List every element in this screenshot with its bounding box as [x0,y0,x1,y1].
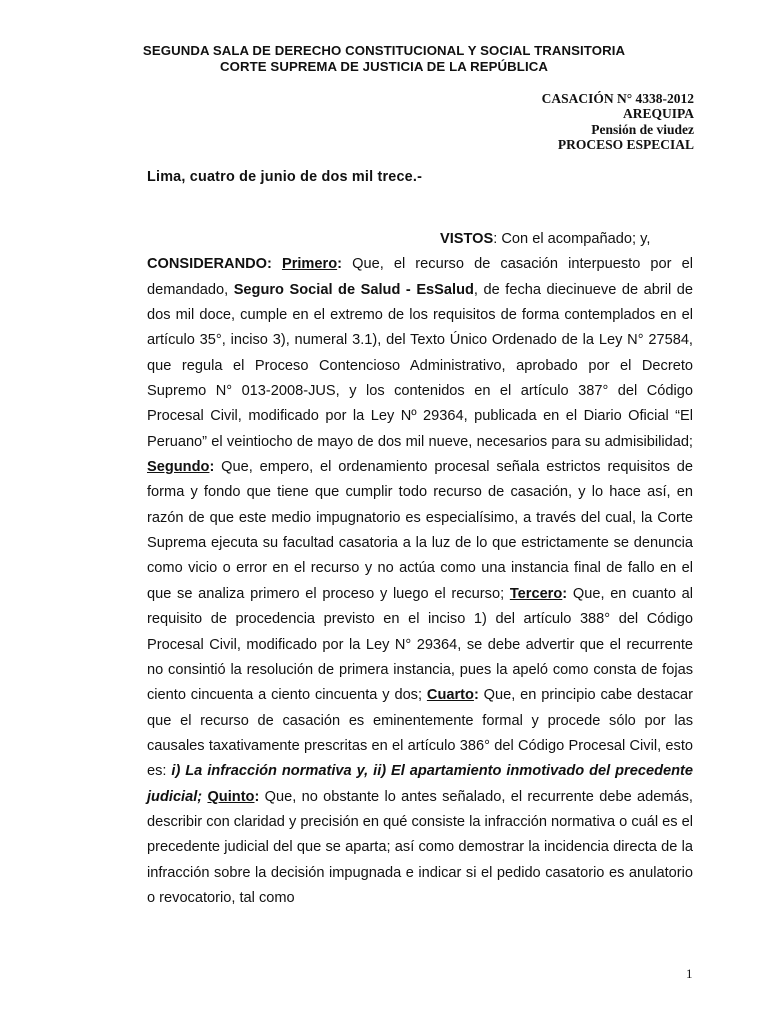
case-process: PROCESO ESPECIAL [557,137,694,152]
vistos-text: : Con el acompañado; y, [493,231,651,247]
cuarto-colon: : [473,687,479,704]
court-name-line-2: CORTE SUPREMA DE JUSTICIA DE LA REPÚBLICA [220,59,548,74]
quinto-colon: : [254,788,260,805]
segundo-colon: : [209,459,215,476]
vistos-paragraph [147,227,693,252]
case-number: CASACIÓN N° 4338-2012 [541,91,694,106]
segundo-label: Segundo [147,459,210,476]
quinto-label: Quinto [207,788,255,805]
party-name: Seguro Social de Salud - EsSalud [233,281,474,298]
causales-text: i) La infracción normativa y, ii) El apartamiento inmotivado del precedente judicial; [147,763,693,805]
vistos-label: VISTOS [440,231,494,247]
case-matter: Pensión de viudez [591,122,694,137]
dateline: Lima, cuatro de junio de dos mil trece.- [147,169,423,185]
tercero-text: Que, en cuanto al requisito de procedencia previsto en el inciso 1) del artículo 388° del Código Procesal Civil, modificado por la Ley N° 29364, se debe advertir que el recurrente no consintió la resolución de primera instancia, pues la apeló como consta de fojas ciento cincuenta a ciento cincuenta y dos; [147,585,693,704]
page-number: 1 [686,966,693,981]
tercero-label: Tercero [509,585,563,602]
cuarto-label: Cuarto [426,687,474,704]
quinto-text: Que, no obstante lo antes señalado, el recurrente debe además, describir con claridad y precisión en qué consiste la infracción normativa o cuál es el precedente judicial del que se aparta; así como demostrar la incidencia directa de la infracción sobre la decisión impugnada e indicar si el pedido casatorio es anulatorio o revocatorio, tal como [147,788,693,906]
considerando-label: CONSIDERANDO: [147,256,272,273]
tercero-colon: : [562,585,568,602]
cuarto-text: Que, en principio cabe destacar que el recurso de casación es eminentemente formal y procede sólo por las causales taxativamente prescritas en el artículo 386° del Código Procesal Civil, esto es: [147,687,693,780]
primero-text-2: , de fecha diecinueve de abril de dos mil doce, cumple en el extremo de los requisitos de forma contemplados en el artículo 35°, inciso 3), numeral 3.1), del Texto Único Ordenado de la Ley N° 27584, que regula el Proceso Contencioso Administrativo, aprobado por el Decreto Supremo N° 013-2008-JUS, y los contenidos en el artículo 387° del Código Procesal Civil, modificado por la Ley Nº 29364, publicada en el Diario Oficial “El Peruano” el veintiocho de mayo de dos mil nueve, necesarios para su admisibilidad; [147,281,694,450]
primero-label: Primero [281,256,338,273]
court-name-line-1: SEGUNDA SALA DE DERECHO CONSTITUCIONAL Y SOCIAL TRANSITORIA [142,43,626,58]
primero-text-1: Que, el recurso de casación interpuesto por el demandado, [147,256,693,298]
case-city: AREQUIPA [622,106,694,121]
resolution-body [147,227,693,911]
segundo-text: Que, empero, el ordenamiento procesal señala estrictos requisitos de forma y fondo que tiene que cumplir todo recurso de casación, y lo hace así, en razón de que este medio impugnatorio es especialísimo, a través del cual, la Corte Suprema ejecuta su facultad casatoria a la luz de lo que estrictamente se denuncia como vicio o error en el recurso y no actúa como una instancia final de fallo en el que se analiza primero el proceso y luego el recurso; [147,459,693,602]
primero-colon: : [337,256,342,273]
considerando-paragraph [147,252,693,911]
